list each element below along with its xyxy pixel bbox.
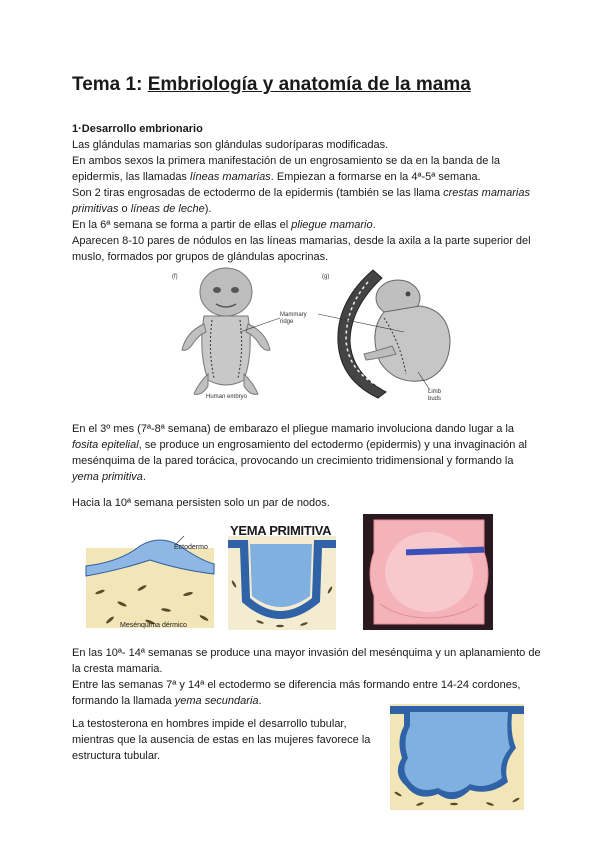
primitive-bud-illustration	[228, 536, 336, 630]
section1-heading: 1·Desarrollo embrionario	[72, 123, 203, 135]
title-prefix: Tema 1:	[72, 74, 148, 95]
section1-line2b	[72, 169, 532, 185]
section1-line3	[72, 185, 532, 217]
section4-line2-em: yema secundaria	[174, 695, 259, 707]
section4-line1: En las 10ª- 14ª semanas se produce una mayor invasión del mesénquima y un aplanamiento de la cresta mamaria.	[72, 647, 541, 675]
section1-line4-em: pliegue mamario	[291, 219, 373, 231]
section1-line3-pre: Son 2 tiras engrosadas de ectodermo de la epidermis (también se las llama	[72, 187, 444, 199]
section1-line2b-em: líneas mamarias	[190, 171, 271, 183]
mesenquima-label: Mesénquima dérmico	[120, 622, 187, 629]
section1-line4	[72, 217, 532, 233]
section2	[72, 421, 532, 485]
section1-line2b-post: . Empiezan a formarse en la 4ª-5ª semana.	[270, 171, 481, 183]
page-title	[72, 74, 471, 96]
section1-line2b-pre: epidermis, las llamadas	[72, 171, 190, 183]
section1-line1: Las glándulas mamarias son glándulas sudoríparas modificadas.	[72, 139, 389, 151]
section1-line3-em1: crestas mamarias primitivas	[72, 187, 530, 215]
title-subject: Embriología y anatomía de la mama	[147, 74, 471, 95]
section1-line3-end: ).	[204, 203, 212, 215]
section2-em1: fosita epitelial	[72, 439, 139, 451]
ectodermo-label: Ectodermo	[174, 544, 208, 551]
yema-primitiva-title: YEMA PRIMITIVA	[230, 523, 332, 538]
section2-mid: , se produce un engrosamiento del ectodermo (epidermis) y una invaginación al mesénquima de la pared torácica, provocando un crecimiento tridimensional y formando la	[72, 439, 527, 467]
section2-end: .	[142, 471, 146, 483]
section1-line3-em2: líneas de leche	[130, 203, 205, 215]
section1-line2: En ambos sexos la primera manifestación de un engrosamiento se da en la banda de la	[72, 155, 501, 167]
section4-line2-end: .	[258, 695, 262, 707]
section3: Hacia la 10ª semana persisten solo un par de nodos.	[72, 497, 330, 509]
figure1-label-g: (g)	[322, 274, 330, 280]
secondary-bud-illustration	[390, 704, 524, 810]
section1-line5: Aparecen 8-10 pares de nódulos en las líneas mamarias, desde la axila a la parte superior del muslo, formados por grupos de glándulas apocrinas.	[72, 235, 531, 263]
figure1-label-f: (f)	[172, 274, 178, 280]
limb-buds-label: Limb buds	[428, 389, 442, 402]
section1-line4-end: .	[372, 219, 376, 231]
section2-pre: En el 3º mes (7ª-8ª semana) de embarazo el pliegue mamario involuciona dando lugar a la	[72, 423, 515, 435]
lateral-embryo-illustration	[318, 270, 450, 398]
mammary-ridge-label: Mammary ridge	[280, 312, 307, 325]
section4-line2-pre: Entre las semanas 7ª y 14ª el ectodermo se diferencia más formando entre 14-24 cordones, formando la llamada	[72, 679, 521, 707]
section2-em2: yema primitiva	[72, 471, 143, 483]
embryo-figure	[168, 262, 468, 410]
frontal-embryo-illustration	[182, 268, 280, 394]
embryo-photo-illustration	[363, 514, 493, 630]
section1-line4-pre: En la 6ª semana se forma a partir de ellas el	[72, 219, 292, 231]
section1-line3-mid: o	[118, 203, 131, 215]
human-embryo-label: Human embryo	[206, 394, 248, 400]
section5: La testosterona en hombres impide el desarrollo tubular, mientras que la ausencia de estas en las mujeres favorece la estructura tubular.	[72, 718, 371, 762]
section1	[72, 121, 532, 265]
secondary-bud-figure	[390, 704, 524, 810]
section4	[72, 645, 542, 709]
